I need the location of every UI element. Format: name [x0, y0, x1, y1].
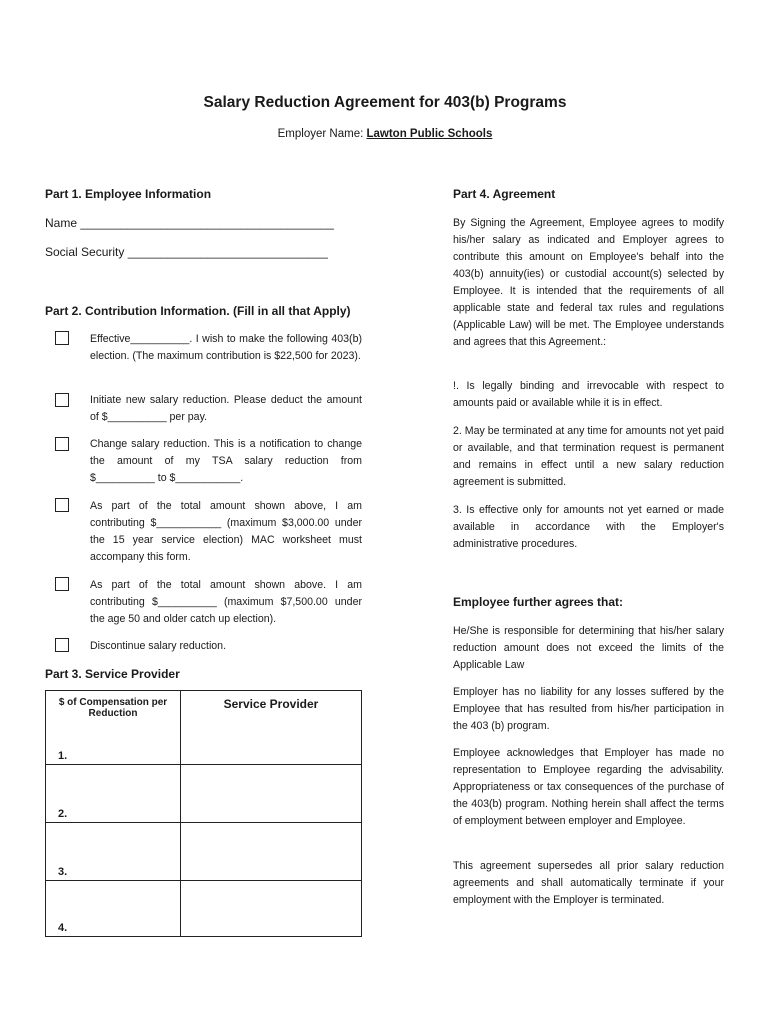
option-effective: Effective__________. I wish to make the following 403(b) election. (The maximum contribution is $22,500 for 2023). — [90, 333, 362, 362]
name-field[interactable]: Name ______________________________________ — [45, 216, 334, 230]
option-catchup: As part of the total amount shown above. I am contributing $__________ (maximum $7,500.00 under the age 50 and older catch up election). — [90, 579, 362, 625]
part1-heading: Part 1. Employee Information — [45, 187, 212, 201]
compensation-cell[interactable] — [46, 765, 181, 823]
further-p1: He/She is responsible for determining that his/her salary reduction amount does not exceed the limits of the Applicable Law — [453, 625, 724, 671]
compensation-cell[interactable] — [46, 881, 181, 937]
provider-cell[interactable] — [181, 881, 362, 937]
further-p2: Employer has no liability for any losses suffered by the Employee that has resulted from his/her participation in the 403 (b) program. — [453, 686, 724, 732]
agreement-item-2: 2. May be terminated at any time for amounts not yet paid or available, and that termination request is permanent and remains in effect until a new salary reduction agreement is submitted. — [453, 425, 724, 488]
further-p3: Employee acknowledges that Employer has made no representation to Employee regarding the advisability. Appropriateness or tax consequences of the purchase of the 403(b) program. Nothing herein shall affect the terms of employment between employer and Employee. — [453, 747, 724, 827]
part3-heading: Part 3. Service Provider — [45, 667, 180, 681]
initiate-checkbox[interactable] — [55, 393, 69, 407]
agreement-item-3: 3. Is effective only for amounts not yet earned or made available in accordance with the Employer's administrative procedures. — [453, 504, 724, 550]
option-discontinue: Discontinue salary reduction. — [90, 640, 227, 652]
compensation-header: $ of Compensation per Reduction — [58, 697, 168, 719]
ssn-field[interactable]: Social Security ______________________________ — [45, 245, 328, 259]
row-number: 1. — [58, 750, 68, 762]
document-title: Salary Reduction Agreement for 403(b) Programs — [203, 94, 567, 111]
further-p4: This agreement supersedes all prior salary reduction agreements and shall automatically terminate if your employment with the Employer is terminated. — [453, 860, 724, 906]
part4-heading: Part 4. Agreement — [453, 187, 556, 201]
provider-cell[interactable] — [181, 823, 362, 881]
effective-checkbox[interactable] — [55, 331, 69, 345]
service-provider-table — [45, 690, 362, 937]
row-number: 3. — [58, 866, 68, 878]
service-provider-header: Service Provider — [181, 691, 362, 765]
compensation-cell[interactable] — [46, 823, 181, 881]
catchup-checkbox[interactable] — [55, 577, 69, 591]
option-initiate: Initiate new salary reduction. Please deduct the amount of $__________ per pay. — [90, 394, 362, 423]
service-election-checkbox[interactable] — [55, 498, 69, 512]
option-change: Change salary reduction. This is a notification to change the amount of my TSA salary reduction from $__________ to $___________. — [90, 438, 362, 484]
employer-label: Employer Name: — [277, 128, 364, 140]
row-number: 4. — [58, 922, 68, 934]
compensation-header-cell[interactable] — [46, 691, 181, 765]
employer-name-line — [0, 128, 770, 140]
discontinue-checkbox[interactable] — [55, 638, 69, 652]
employer-value: Lawton Public Schools — [366, 128, 493, 140]
provider-cell[interactable] — [181, 765, 362, 823]
option-service-election: As part of the total amount shown above, I am contributing $___________ (maximum $3,000.00 under the 15 year service election) MAC worksheet must accompany this form. — [90, 500, 362, 563]
agreement-item-1: !. Is legally binding and irrevocable with respect to amounts paid or available while it is in effect. — [453, 380, 724, 409]
change-checkbox[interactable] — [55, 437, 69, 451]
further-agrees-heading: Employee further agrees that: — [453, 595, 624, 609]
part2-heading: Part 2. Contribution Information. (Fill in all that Apply) — [45, 304, 351, 318]
row-number: 2. — [58, 808, 68, 820]
agreement-intro: By Signing the Agreement, Employee agrees to modify his/her salary as indicated and Employer agrees to contribute this amount on Employee's behalf into the 403(b) annuity(ies) or custodial account(s) selected by Employee. It is intended that the requirements of all applicable state and federal tax rules and regulations (Applicable Law) will be met. The Employee understands and agrees that this Agreement.: — [453, 217, 724, 348]
